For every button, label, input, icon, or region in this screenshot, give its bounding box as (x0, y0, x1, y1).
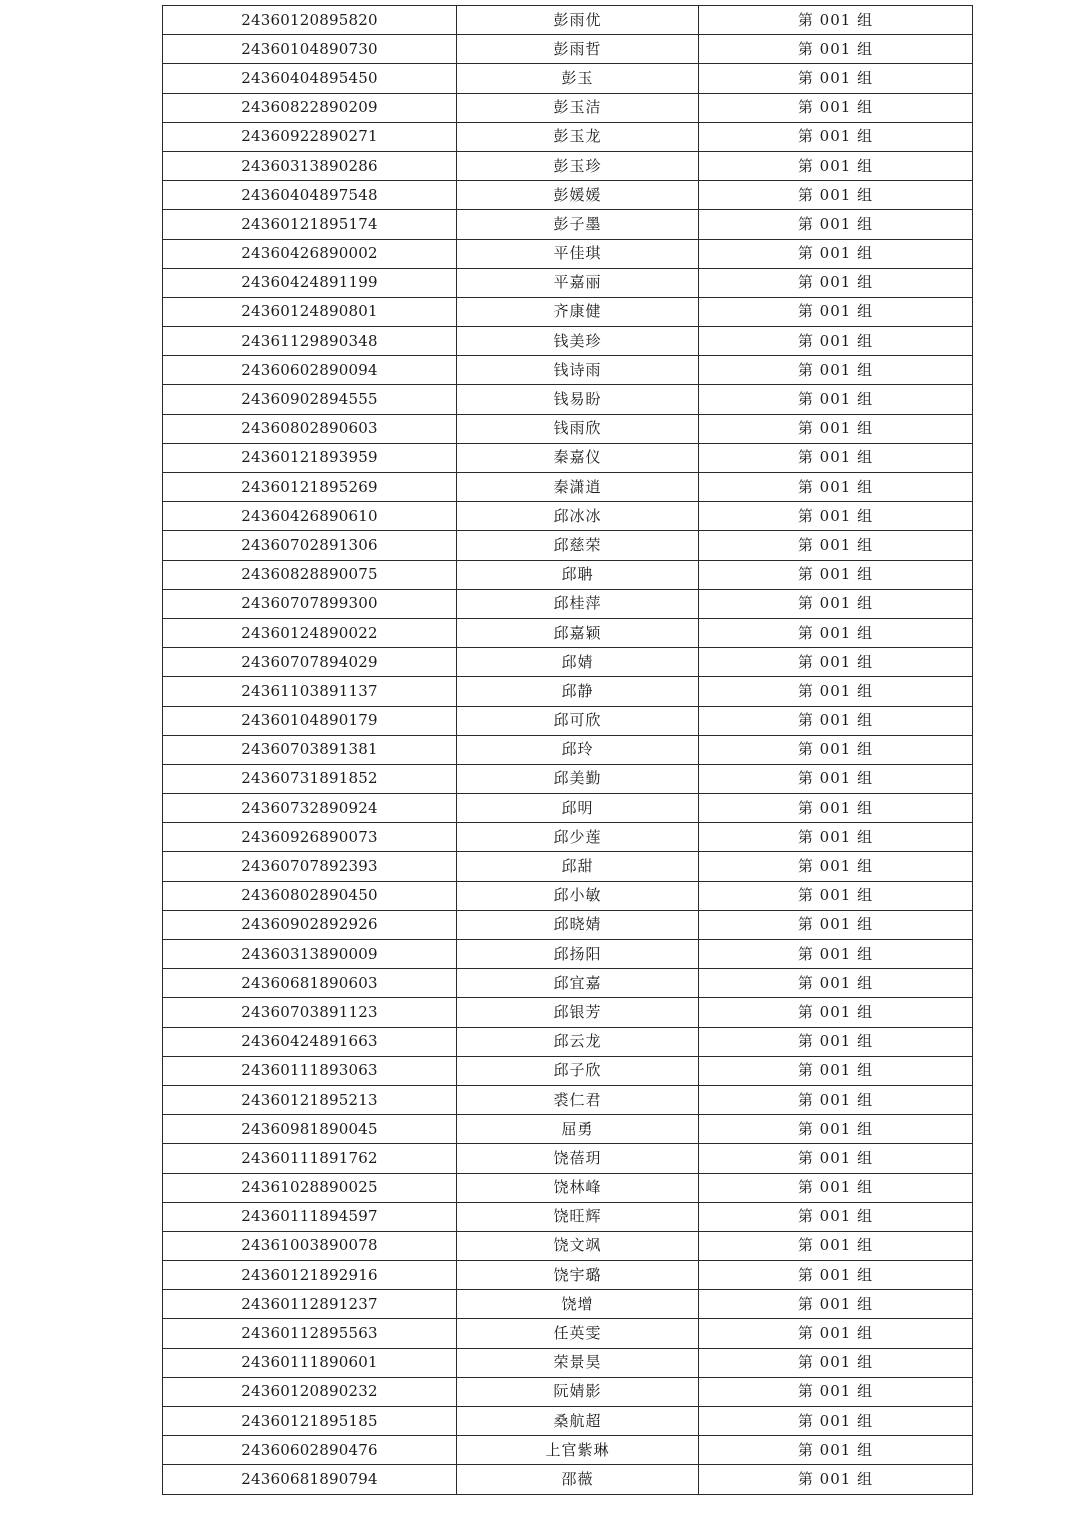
group-cell: 第 001 组 (699, 64, 973, 93)
candidate-id-cell: 24360703891123 (163, 998, 457, 1027)
table-row (163, 385, 973, 414)
candidate-id-cell: 24361003890078 (163, 1231, 457, 1260)
group-cell: 第 001 组 (699, 385, 973, 414)
candidate-id-cell: 24360121895185 (163, 1407, 457, 1436)
table-row (163, 1436, 973, 1465)
candidate-name-cell: 钱美珍 (457, 327, 699, 356)
group-cell: 第 001 组 (699, 1436, 973, 1465)
candidate-name-cell: 邱明 (457, 794, 699, 823)
group-cell: 第 001 组 (699, 414, 973, 443)
candidate-id-cell: 24360112891237 (163, 1290, 457, 1319)
candidate-name-cell: 邱甜 (457, 852, 699, 881)
group-cell: 第 001 组 (699, 940, 973, 969)
group-cell: 第 001 组 (699, 589, 973, 618)
table-row (163, 940, 973, 969)
group-cell: 第 001 组 (699, 1319, 973, 1348)
candidate-name-cell: 秦嘉仪 (457, 443, 699, 472)
table-row (163, 1144, 973, 1173)
candidate-name-cell: 彭玉珍 (457, 151, 699, 180)
group-cell: 第 001 组 (699, 93, 973, 122)
candidate-name-cell: 彭玉龙 (457, 122, 699, 151)
table-row (163, 1202, 973, 1231)
table-row (163, 414, 973, 443)
group-cell: 第 001 组 (699, 823, 973, 852)
candidate-name-cell: 钱诗雨 (457, 356, 699, 385)
candidate-id-cell: 24360424891199 (163, 268, 457, 297)
candidate-name-cell: 邱冰冰 (457, 502, 699, 531)
table-row (163, 1115, 973, 1144)
table-row (163, 823, 973, 852)
roster-table (162, 5, 973, 1495)
candidate-name-cell: 饶增 (457, 1290, 699, 1319)
candidate-id-cell: 24360124890801 (163, 297, 457, 326)
roster-table-body (163, 6, 973, 1495)
candidate-name-cell: 邵薇 (457, 1465, 699, 1494)
candidate-name-cell: 彭玉 (457, 64, 699, 93)
group-cell: 第 001 组 (699, 1115, 973, 1144)
group-cell: 第 001 组 (699, 122, 973, 151)
group-cell: 第 001 组 (699, 794, 973, 823)
table-row (163, 1056, 973, 1085)
candidate-id-cell: 24360802890603 (163, 414, 457, 443)
table-row (163, 1465, 973, 1494)
candidate-name-cell: 平佳琪 (457, 239, 699, 268)
group-cell: 第 001 组 (699, 560, 973, 589)
group-cell: 第 001 组 (699, 648, 973, 677)
candidate-name-cell: 桑航超 (457, 1407, 699, 1436)
candidate-id-cell: 24360313890009 (163, 940, 457, 969)
table-row (163, 998, 973, 1027)
candidate-id-cell: 24360424891663 (163, 1027, 457, 1056)
table-row (163, 735, 973, 764)
table-row (163, 969, 973, 998)
group-cell: 第 001 组 (699, 998, 973, 1027)
candidate-id-cell: 24360121893959 (163, 443, 457, 472)
candidate-id-cell: 24360121895174 (163, 210, 457, 239)
table-row (163, 122, 973, 151)
group-cell: 第 001 组 (699, 1377, 973, 1406)
candidate-id-cell: 24360707894029 (163, 648, 457, 677)
group-cell: 第 001 组 (699, 1231, 973, 1260)
table-row (163, 443, 973, 472)
candidate-id-cell: 24360703891381 (163, 735, 457, 764)
candidate-name-cell: 秦潇逍 (457, 473, 699, 502)
group-cell: 第 001 组 (699, 356, 973, 385)
table-row (163, 64, 973, 93)
table-row (163, 648, 973, 677)
candidate-id-cell: 24360981890045 (163, 1115, 457, 1144)
candidate-id-cell: 24360681890603 (163, 969, 457, 998)
candidate-id-cell: 24360111891762 (163, 1144, 457, 1173)
table-row (163, 1290, 973, 1319)
table-row (163, 1407, 973, 1436)
table-row (163, 268, 973, 297)
candidate-name-cell: 邱扬阳 (457, 940, 699, 969)
candidate-id-cell: 24360426890002 (163, 239, 457, 268)
table-row (163, 473, 973, 502)
group-cell: 第 001 组 (699, 852, 973, 881)
table-row (163, 297, 973, 326)
candidate-id-cell: 24360732890924 (163, 794, 457, 823)
group-cell: 第 001 组 (699, 618, 973, 647)
group-cell: 第 001 组 (699, 531, 973, 560)
candidate-id-cell: 24360111894597 (163, 1202, 457, 1231)
group-cell: 第 001 组 (699, 910, 973, 939)
group-cell: 第 001 组 (699, 1465, 973, 1494)
candidate-name-cell: 邱小敏 (457, 881, 699, 910)
group-cell: 第 001 组 (699, 297, 973, 326)
group-cell: 第 001 组 (699, 210, 973, 239)
candidate-name-cell: 邱可欣 (457, 706, 699, 735)
candidate-name-cell: 饶旺辉 (457, 1202, 699, 1231)
candidate-name-cell: 荣景昊 (457, 1348, 699, 1377)
candidate-id-cell: 24360120895820 (163, 6, 457, 35)
table-row (163, 1348, 973, 1377)
candidate-name-cell: 彭媛媛 (457, 181, 699, 210)
group-cell: 第 001 组 (699, 969, 973, 998)
candidate-name-cell: 饶文飒 (457, 1231, 699, 1260)
group-cell: 第 001 组 (699, 764, 973, 793)
candidate-id-cell: 24360124890022 (163, 618, 457, 647)
candidate-name-cell: 邱玲 (457, 735, 699, 764)
table-row (163, 764, 973, 793)
candidate-name-cell: 裘仁君 (457, 1085, 699, 1114)
table-row (163, 589, 973, 618)
table-row (163, 794, 973, 823)
group-cell: 第 001 组 (699, 735, 973, 764)
table-row (163, 1377, 973, 1406)
candidate-id-cell: 24360926890073 (163, 823, 457, 852)
group-cell: 第 001 组 (699, 443, 973, 472)
table-row (163, 1231, 973, 1260)
table-row (163, 356, 973, 385)
candidate-name-cell: 邱婧 (457, 648, 699, 677)
group-cell: 第 001 组 (699, 677, 973, 706)
candidate-name-cell: 邱宜嘉 (457, 969, 699, 998)
candidate-id-cell: 24360104890179 (163, 706, 457, 735)
candidate-id-cell: 24360602890476 (163, 1436, 457, 1465)
group-cell: 第 001 组 (699, 881, 973, 910)
candidate-id-cell: 24360104890730 (163, 35, 457, 64)
candidate-id-cell: 24360828890075 (163, 560, 457, 589)
table-row (163, 910, 973, 939)
candidate-name-cell: 邱桂萍 (457, 589, 699, 618)
candidate-id-cell: 24360112895563 (163, 1319, 457, 1348)
group-cell: 第 001 组 (699, 1290, 973, 1319)
group-cell: 第 001 组 (699, 1407, 973, 1436)
table-row (163, 35, 973, 64)
table-row (163, 852, 973, 881)
candidate-name-cell: 任英雯 (457, 1319, 699, 1348)
candidate-name-cell: 饶宇璐 (457, 1261, 699, 1290)
candidate-id-cell: 24360802890450 (163, 881, 457, 910)
candidate-name-cell: 邱银芳 (457, 998, 699, 1027)
candidate-id-cell: 24360707899300 (163, 589, 457, 618)
group-cell: 第 001 组 (699, 706, 973, 735)
candidate-name-cell: 彭子墨 (457, 210, 699, 239)
table-row (163, 677, 973, 706)
candidate-id-cell: 24360404895450 (163, 64, 457, 93)
candidate-id-cell: 24360120890232 (163, 1377, 457, 1406)
table-row (163, 151, 973, 180)
table-row (163, 1319, 973, 1348)
table-row (163, 1173, 973, 1202)
candidate-name-cell: 邱美勤 (457, 764, 699, 793)
candidate-id-cell: 24360111893063 (163, 1056, 457, 1085)
table-row (163, 1027, 973, 1056)
candidate-id-cell: 24360404897548 (163, 181, 457, 210)
candidate-name-cell: 钱雨欣 (457, 414, 699, 443)
group-cell: 第 001 组 (699, 1027, 973, 1056)
candidate-name-cell: 彭雨哲 (457, 35, 699, 64)
table-row (163, 239, 973, 268)
candidate-name-cell: 邱子欣 (457, 1056, 699, 1085)
candidate-id-cell: 24360681890794 (163, 1465, 457, 1494)
candidate-name-cell: 彭玉洁 (457, 93, 699, 122)
candidate-id-cell: 24360822890209 (163, 93, 457, 122)
table-row (163, 881, 973, 910)
table-row (163, 531, 973, 560)
table-row (163, 6, 973, 35)
candidate-id-cell: 24360902894555 (163, 385, 457, 414)
candidate-name-cell: 邱晓婧 (457, 910, 699, 939)
group-cell: 第 001 组 (699, 327, 973, 356)
candidate-id-cell: 24360707892393 (163, 852, 457, 881)
candidate-id-cell: 24361028890025 (163, 1173, 457, 1202)
candidate-name-cell: 邱嘉颖 (457, 618, 699, 647)
table-row (163, 181, 973, 210)
table-row (163, 706, 973, 735)
candidate-name-cell: 彭雨优 (457, 6, 699, 35)
group-cell: 第 001 组 (699, 1202, 973, 1231)
candidate-id-cell: 24360121892916 (163, 1261, 457, 1290)
candidate-name-cell: 邱云龙 (457, 1027, 699, 1056)
candidate-name-cell: 邱聃 (457, 560, 699, 589)
group-cell: 第 001 组 (699, 1348, 973, 1377)
group-cell: 第 001 组 (699, 151, 973, 180)
candidate-name-cell: 屈勇 (457, 1115, 699, 1144)
table-row (163, 1261, 973, 1290)
candidate-name-cell: 饶蓓玥 (457, 1144, 699, 1173)
table-row (163, 93, 973, 122)
candidate-id-cell: 24360731891852 (163, 764, 457, 793)
group-cell: 第 001 组 (699, 1144, 973, 1173)
group-cell: 第 001 组 (699, 502, 973, 531)
group-cell: 第 001 组 (699, 6, 973, 35)
group-cell: 第 001 组 (699, 1261, 973, 1290)
group-cell: 第 001 组 (699, 35, 973, 64)
table-row (163, 560, 973, 589)
candidate-id-cell: 24360702891306 (163, 531, 457, 560)
candidate-name-cell: 齐康健 (457, 297, 699, 326)
table-row (163, 1085, 973, 1114)
candidate-id-cell: 24361129890348 (163, 327, 457, 356)
candidate-id-cell: 24361103891137 (163, 677, 457, 706)
group-cell: 第 001 组 (699, 473, 973, 502)
candidate-name-cell: 平嘉丽 (457, 268, 699, 297)
candidate-id-cell: 24360121895213 (163, 1085, 457, 1114)
candidate-id-cell: 24360602890094 (163, 356, 457, 385)
candidate-id-cell: 24360902892926 (163, 910, 457, 939)
candidate-id-cell: 24360426890610 (163, 502, 457, 531)
candidate-name-cell: 钱易盼 (457, 385, 699, 414)
group-cell: 第 001 组 (699, 181, 973, 210)
candidate-id-cell: 24360922890271 (163, 122, 457, 151)
candidate-name-cell: 饶林峰 (457, 1173, 699, 1202)
group-cell: 第 001 组 (699, 239, 973, 268)
group-cell: 第 001 组 (699, 1085, 973, 1114)
group-cell: 第 001 组 (699, 1173, 973, 1202)
candidate-name-cell: 邱静 (457, 677, 699, 706)
group-cell: 第 001 组 (699, 268, 973, 297)
table-row (163, 327, 973, 356)
candidate-name-cell: 邱慈荣 (457, 531, 699, 560)
table-row (163, 502, 973, 531)
candidate-id-cell: 24360313890286 (163, 151, 457, 180)
group-cell: 第 001 组 (699, 1056, 973, 1085)
candidate-id-cell: 24360111890601 (163, 1348, 457, 1377)
candidate-name-cell: 上官紫琳 (457, 1436, 699, 1465)
candidate-id-cell: 24360121895269 (163, 473, 457, 502)
candidate-name-cell: 邱少莲 (457, 823, 699, 852)
candidate-name-cell: 阮婧影 (457, 1377, 699, 1406)
table-row (163, 210, 973, 239)
table-row (163, 618, 973, 647)
